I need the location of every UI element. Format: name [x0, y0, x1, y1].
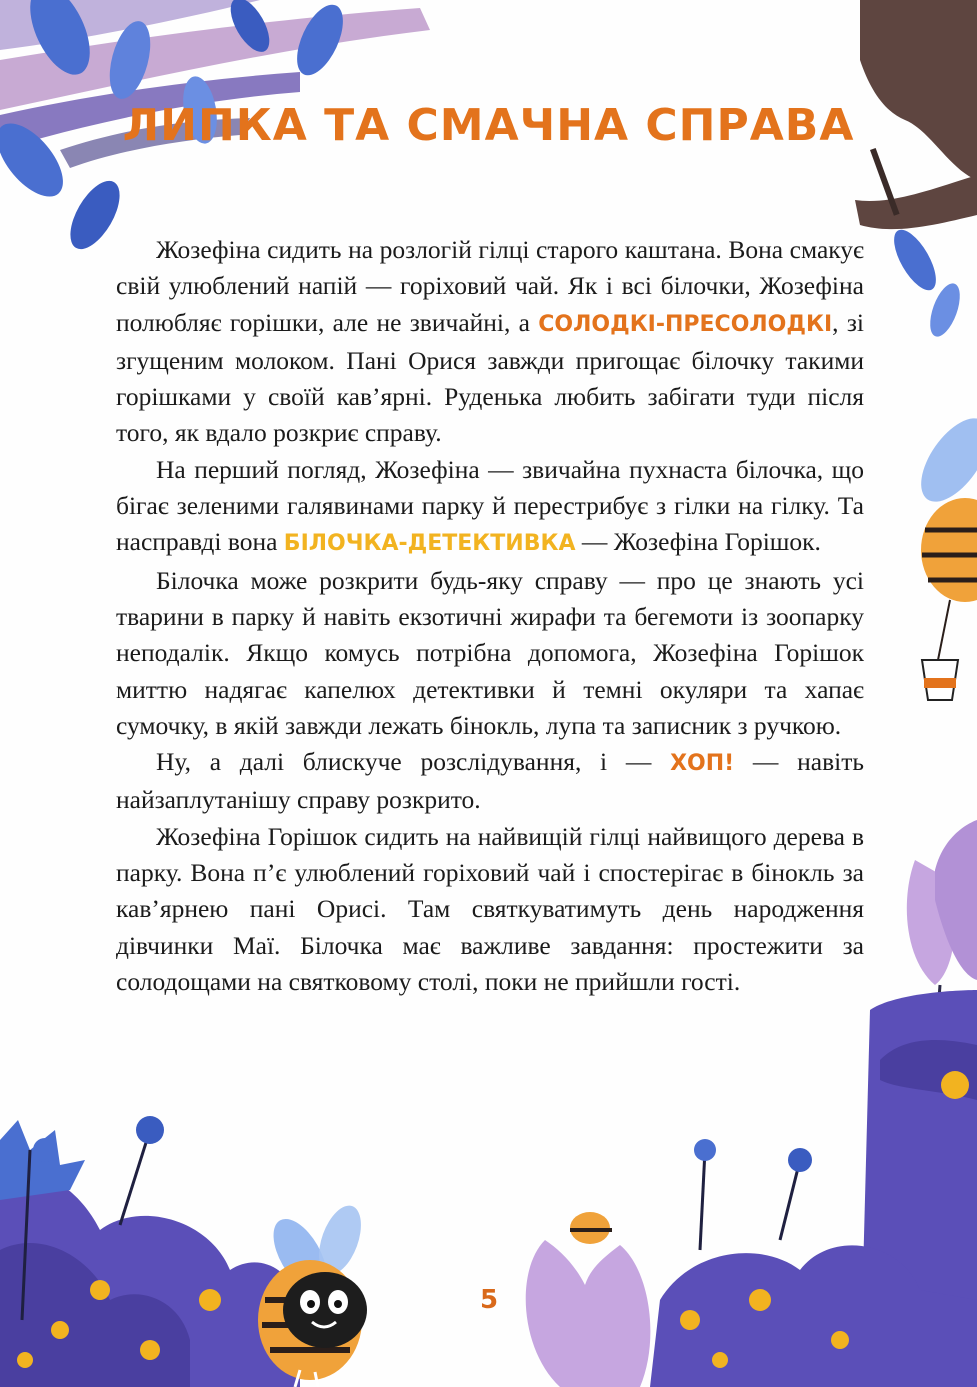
paragraph-2-text-after: — Жозефіна Горішок. — [575, 527, 821, 557]
paragraph-2 — [116, 452, 864, 563]
highlight-hop: ХОП! — [670, 751, 735, 777]
paragraph-1-text-after: , зі згущеним молоком. Пані Орися завжди пригощає білочку такими горішками у своїй кав’ярні. Руденька любить забігати туди після того, як вдало розкриє справу. — [116, 307, 864, 448]
highlight-squirrel-detective: БІЛОЧКА-ДЕТЕКТИВКА — [283, 531, 576, 557]
story-text — [116, 232, 864, 1000]
paragraph-5: Жозефіна Горішок сидить на найвищій гілці найвищого дерева в парку. Вона п’є улюблений горіховий чай і спостерігає в бінокль за кав’ярнею пані Орисі. Там святкуватимуть день народження дівчинки Маї. Білочка має важливе завдання: простежити за солодощами на святковому столі, поки не прийшли гості. — [116, 821, 864, 996]
paragraph-4 — [116, 744, 864, 819]
highlight-sweet-nuts: СОЛОДКІ-ПРЕСОЛОДКІ — [538, 311, 833, 337]
paragraph-1 — [116, 232, 864, 452]
bottom-left-bushes — [0, 1116, 300, 1387]
page-number: 5 — [479, 1285, 499, 1315]
paragraph-2-text-before: На перший погляд, Жозефіна — звичайна пухнаста білочка, що бігає зеленими галявинами парку й перестрибує з гілки на гілку. Та насправді вона — [116, 454, 864, 557]
flying-bee-right — [908, 407, 977, 700]
paragraph-4-text-after: — навіть найзаплутанішу справу розкрито. — [116, 747, 864, 815]
smiling-bee-bottom — [258, 1200, 369, 1387]
tulip-flower-bottom — [526, 1212, 651, 1387]
paragraph-4-text-before: Ну, а далі блискуче розслідування, і — — [156, 747, 671, 777]
page-title: ЛИПКА ТА СМАЧНА СПРАВА — [122, 100, 855, 151]
tree-trunk-decoration — [855, 0, 977, 340]
paragraph-3: Білочка може розкрити будь-яку справу — про це знають усі тварини в парку й навіть екзотичні жирафи та бегемоти із зоопарку неподалік. Якщо комусь потрібна допомога, Жозефіна Горішок миттю надягає капелюх детективки й темні окуляри та хапає сумочку, в якій завжди лежать бінокль, лупа та записник з ручкою. — [116, 565, 864, 740]
paragraph-1-text-before: Жозефіна сидить на розлогій гілці старого каштана. Вона смакує свій улюблений напій — горіховий чай. Як і всі білочки, Жозефіна полюбляє горішки, але не звичайні, а — [116, 235, 864, 337]
